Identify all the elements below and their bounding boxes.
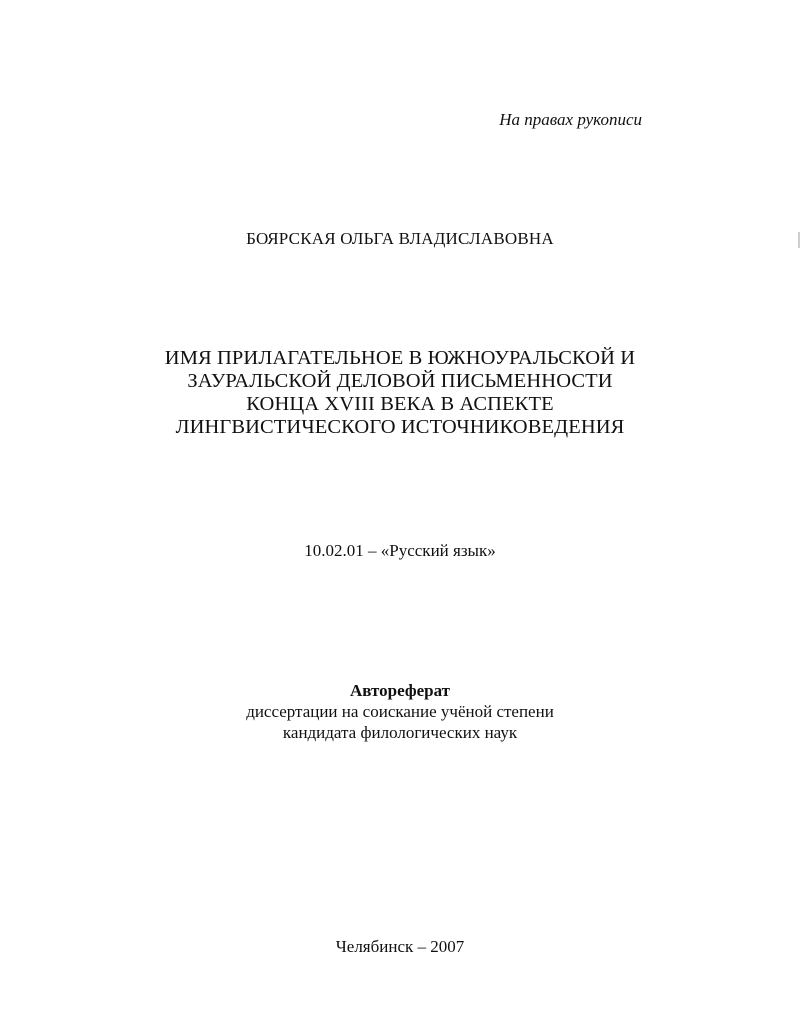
abstract-line: кандидата филологических наук xyxy=(282,723,518,742)
title-line: ИМЯ ПРИЛАГАТЕЛЬНОЕ В ЮЖНОУРАЛЬСКОЙ И xyxy=(164,347,636,369)
abstract-line: диссертации на соискание учёной степени xyxy=(246,702,554,721)
dissertation-title xyxy=(0,347,800,439)
title-line: ЛИНГВИСТИЧЕСКОГО ИСТОЧНИКОВЕДЕНИЯ xyxy=(175,416,625,438)
abstract-description xyxy=(0,680,800,743)
specialty-code: 10.02.01 – «Русский язык» xyxy=(304,541,496,560)
title-line: ЗАУРАЛЬСКОЙ ДЕЛОВОЙ ПИСЬМЕННОСТИ xyxy=(187,370,613,392)
city-year: Челябинск – 2007 xyxy=(335,937,465,956)
title-line: КОНЦА XVIII ВЕКА В АСПЕКТЕ xyxy=(246,393,554,415)
rights-note: На правах рукописи xyxy=(499,110,642,129)
author-name: БОЯРСКАЯ ОЛЬГА ВЛАДИСЛАВОВНА xyxy=(246,229,554,248)
abstract-heading: Автореферат xyxy=(349,681,451,700)
